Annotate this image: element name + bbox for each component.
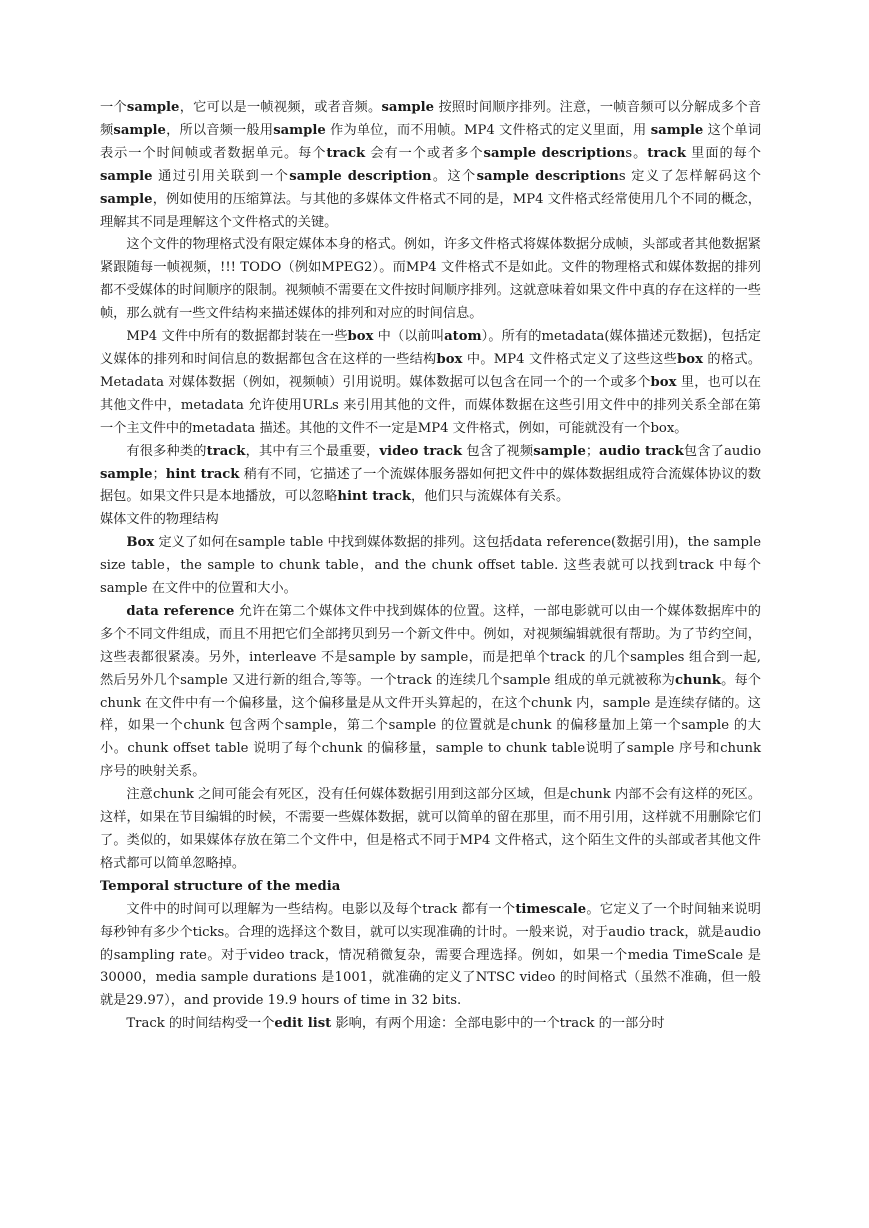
text-run: 影响，有两个用途：全部电影中的一个track 的一部分时 <box>331 1016 665 1032</box>
text-run: 稍有不同，它描述了一个流媒体服务器如何把文件中的媒体数据组成符合流媒体协议的数据包。如果文件只是本地播放，可以忽略 <box>100 466 761 505</box>
text-run: 里面的每个 <box>686 145 761 161</box>
bold-term: sample <box>126 100 180 115</box>
bold-term: sample <box>381 100 435 115</box>
bold-term: Box <box>126 535 155 551</box>
bold-term: sample <box>100 191 153 207</box>
text-run: 包含了audio <box>683 443 762 459</box>
body-paragraph <box>100 234 761 326</box>
text-run: 。这个 <box>431 168 477 184</box>
body-paragraph <box>100 899 761 1014</box>
text-run: 注意chunk 之间可能会有死区，没有任何媒体数据引用到这部分区域，但是chunk 内部不会有这样的死区。这样，如果在节目编辑的时候，不需要一些媒体数据，就可以简单的留在那里，而不用引用，这样就不用删除它们了。类似的，如果媒体存放在第二个文件中，但是格式不同于MP4 文件格式，这个陌生文件的头部或者其他文件格式都可以简单忽略掉。 <box>100 787 761 871</box>
bold-term: sample <box>100 168 153 184</box>
document-page <box>100 97 761 1036</box>
bold-term: data reference <box>126 603 235 619</box>
bold-term: box <box>347 329 374 345</box>
bold-term: sample description <box>483 145 626 161</box>
text-run: ； <box>585 443 600 459</box>
text-run: ； <box>152 466 166 482</box>
bold-term: video track <box>379 443 463 459</box>
bold-term: atom <box>444 329 482 345</box>
text-run: ，它可以是一帧视频，或者音频。 <box>179 100 382 115</box>
text-run: 允许在第二个媒体文件中找到媒体的位置。这样，一部电影就可以由一个媒体数据库中的多个不同文件组成，而且不用把它们全部拷贝到另一个新文件中。例如，对视频编辑就很有帮助。为了节约空间，这些表都很紧凑。另外，interleave 不是sample by sample，而是把单个track 的几个samples 组合到一起,然后另外几个sample 又进行新的组合,等等。一个track 的连续几个sample 组成的单元就被称为 <box>100 603 761 688</box>
text-run: 定义了如何在sample table 中找到媒体数据的排列。这包括data reference(数据引用)，the sample size table，the sample to chunk table，and the chunk offset table. 这些表就可以找到track 中每个sample 在文件中的位置和大小。 <box>100 535 761 597</box>
text-run: s 定义了怎样解码这个 <box>618 168 761 184</box>
text-run: 通过引用关联到一个 <box>152 168 290 184</box>
text-run: 有很多种类的 <box>126 443 207 459</box>
text-run: 文件中的时间可以理解为一些结构。电影以及每个track 都有一个 <box>126 901 516 917</box>
bold-term: edit list <box>274 1016 332 1032</box>
text-run: 这个文件的物理格式没有限定媒体本身的格式。例如，许多文件格式将媒体数据分成帧，头部或者其他数据紧紧跟随每一帧视频，!!! TODO（例如MPEG2）。而MP4 文件格式不是如此。文件的物理格式和媒体数据的排列都不受媒体的时间顺序的限制。视频帧不需要在文件按时间顺序排列。这就意味着如果文件中真的存在这样的一些帧，那么就有一些文件结构来描述媒体的排列和对应的时间信息。 <box>100 237 761 322</box>
text-run: ，他们只与流媒体有关系。 <box>411 489 570 505</box>
bold-term: box <box>436 351 463 367</box>
bold-term: audio track <box>599 443 684 459</box>
text-run: 的格式。Metadata 对媒体数据（例如，视频帧）引用说明。媒体数据可以包含在同一个的一个或多个 <box>100 351 761 390</box>
bold-term: timescale <box>515 901 587 917</box>
body-paragraph <box>100 532 761 601</box>
bold-term: sample <box>113 122 166 138</box>
text-run: 。它定义了一个时间轴来说明每秒钟有多少个ticks。合理的选择这个数目，就可以实现准确的计时。一般来说，对于audio track，就是audio 的sampling rate。对于video track，情况稍微复杂，需要合理选择。例如，如果一个media TimeScale 是30000，media sample durations 是1001，就准确的定义了NTSC video 的时间格式（虽然不准确，但一般就是29.97），and provide 19.9 hours of time in 32 bits. <box>100 901 761 1009</box>
text-run: 这个单词表示一个时间帧或者数据单元。每个 <box>100 122 762 161</box>
body-paragraph <box>100 326 761 441</box>
text-run: ，所以音频一般用 <box>165 122 274 138</box>
body-paragraph <box>100 441 761 510</box>
body-paragraph <box>100 1013 761 1036</box>
text-run: 里，也可以在其他文件中，metadata 允许使用URLs 来引用其他的文件，而媒体数据在这些引用文件中的排列关系全部在第一个主文件中的metadata 描述。其他的文件不一定是MP4 文件格式，例如，可能就没有一个box。 <box>100 374 761 436</box>
text-run: ）。所有的metadata(媒体描述元数据)，包括定义媒体的排列和时间信息的数据都包含在这样的一些结构 <box>100 329 761 367</box>
bold-term: sample <box>100 466 153 482</box>
body-paragraph <box>100 601 761 784</box>
text-run: 作为单位，而不用帧。MP4 文件格式的定义里面，用 <box>325 122 651 138</box>
bold-term: track <box>647 145 687 161</box>
text-run: 。每个chunk 在文件中有一个偏移量，这个偏移量是从文件开头算起的，在这个chunk 内，sample 是连续存储的。这样，如果一个chunk 包含两个sample，第二个sample 的位置就是chunk 的偏移量加上第一个sample 的大小。chunk offset table 说明了每个chunk 的偏移量，sample to chunk table说明了sample 序号和chunk 序号的映射关系。 <box>100 672 761 780</box>
text-run: s。 <box>625 145 648 161</box>
text-run: 会有一个或者多个 <box>365 145 484 161</box>
body-paragraph <box>100 97 761 234</box>
text-run: MP4 文件中所有的数据都封装在一些 <box>126 329 348 345</box>
text-run: 一个 <box>100 100 127 115</box>
bold-term: box <box>677 351 703 367</box>
text-run: ，其中有三个最重要， <box>245 443 380 459</box>
bold-term: sample <box>273 122 326 138</box>
bold-term: sample description <box>476 168 619 184</box>
body-paragraph <box>100 784 761 876</box>
text-run: 包含了视频 <box>462 443 534 459</box>
bold-term: track <box>206 443 246 459</box>
bold-term: sample <box>533 443 586 459</box>
bold-term: sample description <box>289 168 432 184</box>
text-run: 中。MP4 文件格式定义了这些这些 <box>462 351 678 367</box>
bold-term: hint track <box>165 466 240 482</box>
text-run: Track 的时间结构受一个 <box>126 1016 275 1032</box>
bold-term: chunk <box>674 672 721 688</box>
text-run: ，例如使用的压缩算法。与其他的多媒体文件格式不同的是，MP4 文件格式经常使用几个不同的概念，理解其不同是理解这个文件格式的关键。 <box>100 191 761 230</box>
bold-term: track <box>326 145 366 161</box>
text-run: 按照时间顺序排列。注意，一帧音频可以分解成多个音频 <box>100 100 762 138</box>
section-heading <box>100 876 761 899</box>
bold-term: Temporal structure of the media <box>100 878 341 894</box>
section-heading <box>100 509 761 532</box>
bold-term: hint track <box>337 489 411 505</box>
bold-term: sample <box>650 122 704 138</box>
text-run: 媒体文件的物理结构 <box>100 512 219 528</box>
text-run: 中（以前叫 <box>373 329 445 345</box>
bold-term: box <box>650 374 677 390</box>
